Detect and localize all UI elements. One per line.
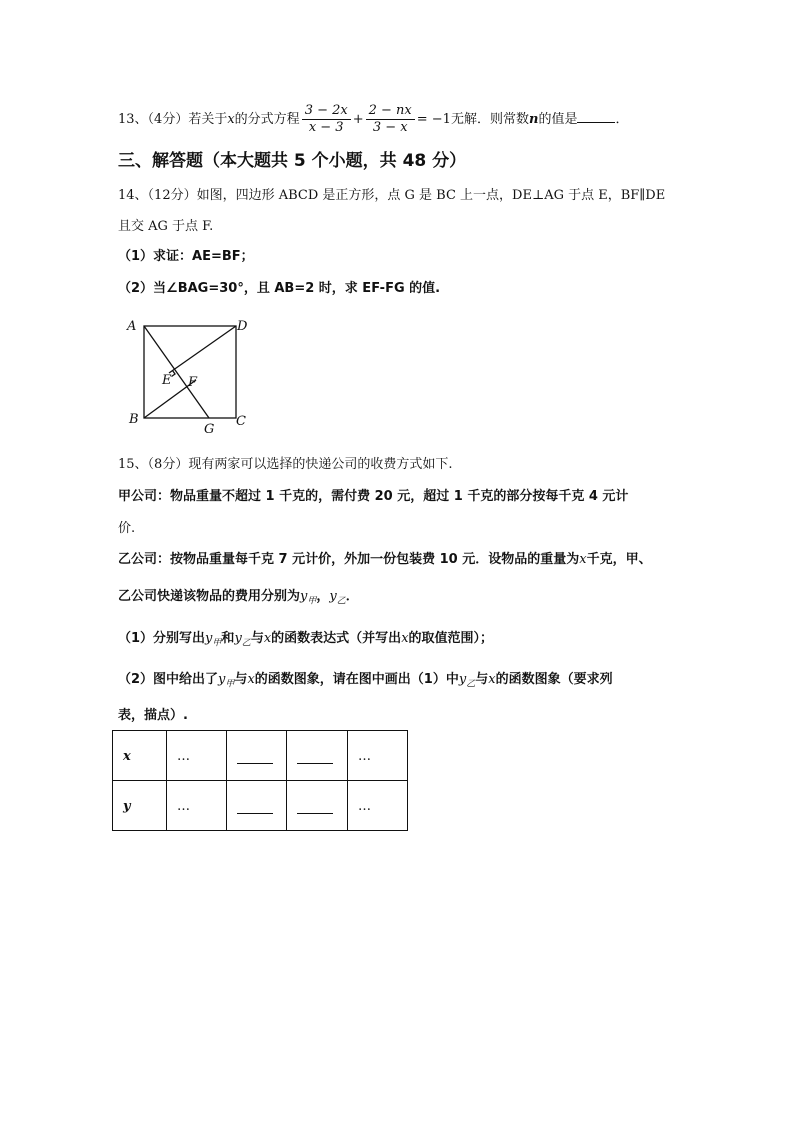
q13-tail: 的值是: [538, 112, 578, 127]
q15-var-x: x: [579, 552, 587, 567]
q15-part-1: （1）分别写出$y_甲$和$y_乙$与x的函数表达式（并写出x的取值范围）；: [118, 631, 494, 649]
q13-suffix: 无解．则常数: [450, 112, 529, 127]
q13-var-x: x: [227, 112, 235, 127]
y-jia-symbol: $y_甲$: [205, 631, 222, 649]
q13-rhs: = −1: [416, 112, 451, 127]
q15-sep: ，: [316, 589, 330, 604]
q13-fraction-2: [366, 103, 415, 136]
square-abcd: [144, 326, 236, 418]
q15-line-4: [118, 551, 652, 569]
q13-frac2-numerator: 2 − nx: [366, 103, 415, 120]
segment-ag: [144, 326, 209, 418]
q14-line-2: 且交 AG 于点 F.: [118, 219, 214, 234]
q13-frac1-numerator: 3 − 2x: [302, 103, 351, 120]
segment-de: [169, 326, 236, 373]
section-3-heading: 三、解答题（本大题共 5 个小题，共 48 分）: [118, 151, 467, 171]
q13-mid: 的分式方程: [234, 112, 300, 127]
table-cell: …: [348, 731, 408, 781]
y-yi-symbol: $y_乙$: [234, 631, 251, 649]
q15-line-5: [118, 588, 359, 611]
y-yi-symbol: $y_乙$: [329, 589, 346, 607]
q13-var-n: n: [528, 112, 539, 127]
label-e: E: [162, 373, 172, 388]
q15-line-1: 15、（8分）现有两家可以选择的快递公司的收费方式如下.: [118, 457, 453, 472]
label-d: D: [237, 319, 248, 334]
table-cell: …: [167, 781, 227, 831]
q15-line4-a: 乙公司：按物品重量每千克 7 元计价，外加一份包装费 10 元．设物品的重量为: [118, 552, 580, 567]
table-row: [113, 781, 408, 831]
q14-part-2: （2）当∠BAG=30°，且 AB=2 时，求 EF-FG 的值.: [118, 281, 441, 296]
q14-line-1: 14、（12分）如图，四边形 ABCD 是正方形，点 G 是 BC 上一点，DE⊥AG 于点 E，BF∥DE: [118, 188, 666, 203]
question-13: [118, 103, 628, 136]
row-label-x: x: [113, 731, 167, 781]
table-cell: …: [348, 781, 408, 831]
q13-fraction-1: [302, 103, 351, 136]
q15-line5-end: ．: [345, 589, 359, 604]
q15-line5-a: 乙公司快递该物品的费用分别为: [118, 589, 301, 604]
table-row: [113, 731, 408, 781]
label-b: B: [129, 412, 139, 427]
q15-line4-b: 千克，甲、: [586, 552, 652, 567]
q14-part-1: （1）求证：AE=BF；: [118, 249, 254, 264]
label-a: A: [127, 319, 137, 334]
y-jia-symbol: $y_甲$: [300, 589, 317, 607]
q13-frac1-denominator: x − 3: [308, 120, 344, 135]
label-f: F: [188, 375, 198, 390]
xy-value-table: [112, 730, 408, 831]
square-figure: [124, 316, 274, 436]
y-yi-symbol: $y_乙$: [458, 672, 476, 690]
q13-frac2-denominator: 3 − x: [372, 120, 408, 135]
q15-part-2: （2）图中给出了$y_甲$与x的函数图象，请在图中画出（1）中$y_乙$与x的函数图象（要求列: [118, 672, 613, 690]
table-cell-blank[interactable]: [287, 731, 348, 781]
table-cell-blank[interactable]: [227, 781, 287, 831]
q13-plus: +: [352, 112, 364, 127]
q13-end: ．: [615, 112, 629, 127]
table-cell-blank[interactable]: [287, 781, 348, 831]
y-jia-symbol: $y_甲$: [218, 672, 235, 690]
label-g: G: [204, 422, 215, 436]
table-cell-blank[interactable]: [227, 731, 287, 781]
q15-part-2-cont: 表，描点）.: [118, 708, 188, 723]
row-label-y: y: [113, 781, 167, 831]
q15-line-3: 价.: [118, 521, 136, 536]
table-cell: …: [167, 731, 227, 781]
q13-answer-blank[interactable]: [577, 110, 615, 123]
q13-prefix: 13、（4分）若关于: [118, 112, 228, 127]
label-c: C: [236, 414, 246, 429]
q15-line-2: 甲公司：物品重量不超过 1 千克的，需付费 20 元，超过 1 千克的部分按每千克 4 元计: [118, 489, 629, 504]
